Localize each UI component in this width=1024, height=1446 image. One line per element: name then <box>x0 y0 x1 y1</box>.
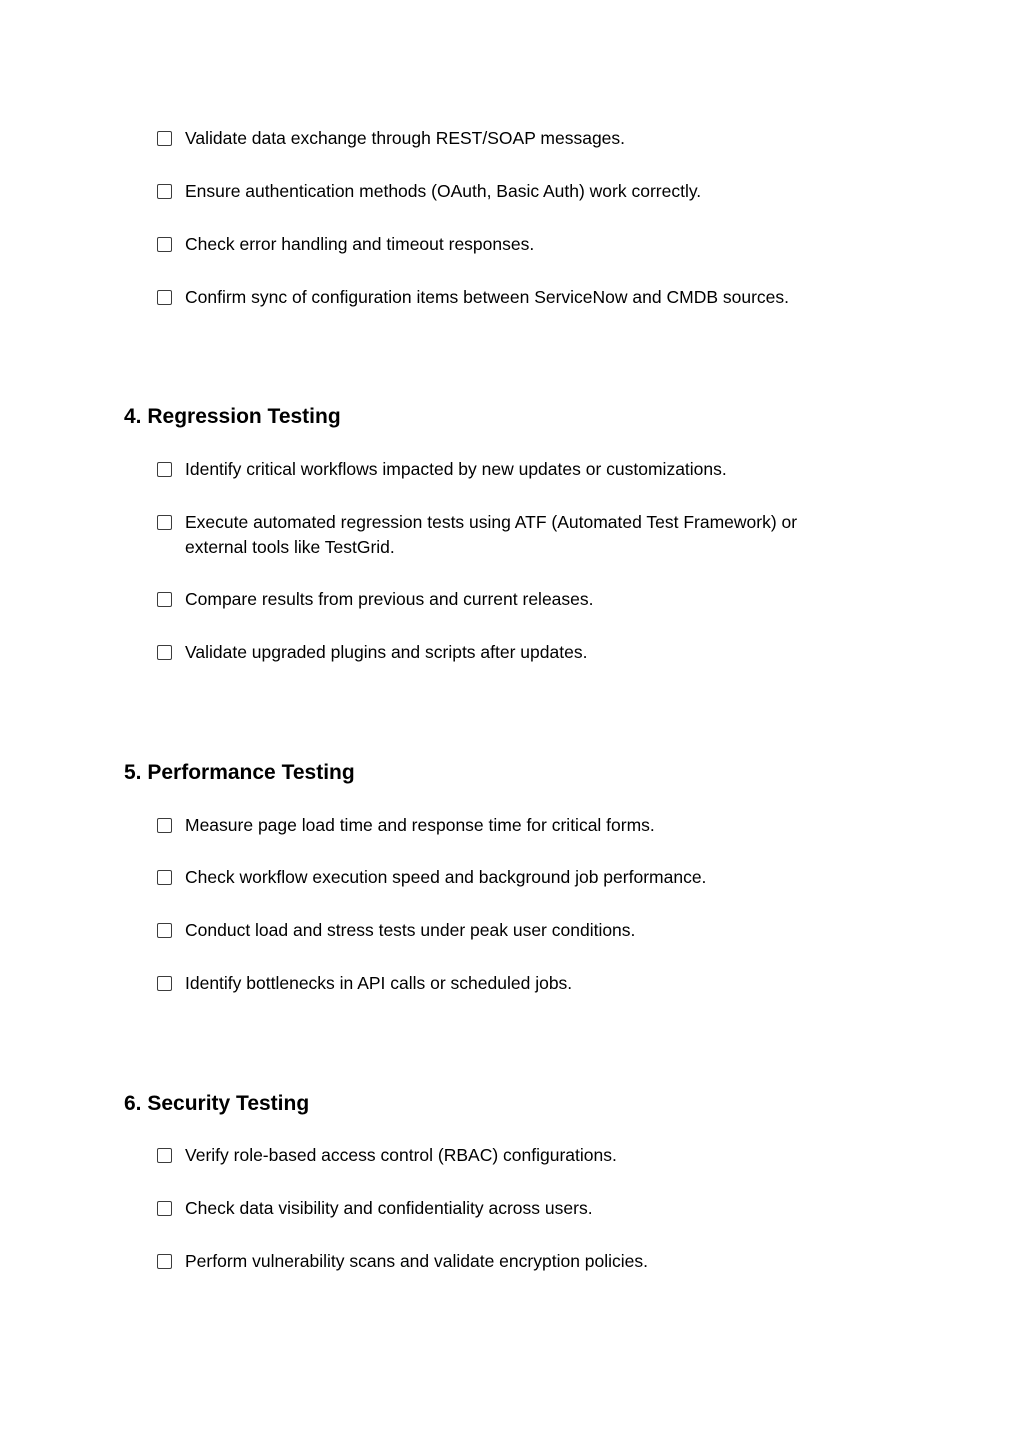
checkbox[interactable] <box>157 237 172 252</box>
checklist-item <box>157 235 857 257</box>
checklist-item <box>157 921 857 943</box>
checklist-item <box>157 1199 857 1221</box>
checkbox[interactable] <box>157 462 172 477</box>
checklist-item-text: Ensure authentication methods (OAuth, Basic Auth) work correctly. <box>185 181 702 201</box>
checklist-item <box>157 182 857 204</box>
checklist-item-text: Validate upgraded plugins and scripts after updates. <box>185 642 588 662</box>
section-heading: 4. Regression Testing <box>124 405 341 428</box>
checklist-item <box>157 590 857 612</box>
checkbox[interactable] <box>157 290 172 305</box>
checklist-item-text: Compare results from previous and current releases. <box>185 589 594 609</box>
checklist-item <box>157 816 857 838</box>
checkbox[interactable] <box>157 131 172 146</box>
checklist-item <box>157 974 857 996</box>
checklist-item-text: Perform vulnerability scans and validate encryption policies. <box>185 1251 649 1271</box>
checklist-item-text: Verify role-based access control (RBAC) configurations. <box>185 1145 617 1165</box>
checklist-item-text: Check error handling and timeout responses. <box>185 234 535 254</box>
checklist-item-text: Confirm sync of configuration items between ServiceNow and CMDB sources. <box>185 287 789 307</box>
checklist-item <box>157 1146 857 1168</box>
checkbox[interactable] <box>157 1148 172 1163</box>
checklist-item-text: Check workflow execution speed and background job performance. <box>185 867 707 887</box>
checklist-item-text: Measure page load time and response time for critical forms. <box>185 815 655 835</box>
checklist-item <box>157 288 857 310</box>
checkbox[interactable] <box>157 592 172 607</box>
checkbox[interactable] <box>157 923 172 938</box>
checklist-item-text: Execute automated regression tests using ATF (Automated Test Framework) or external tools like TestGrid. <box>185 512 798 557</box>
checklist-item <box>157 129 857 151</box>
section-heading: 6. Security Testing <box>124 1092 310 1115</box>
section-heading: 5. Performance Testing <box>124 761 355 784</box>
checklist-item-text: Conduct load and stress tests under peak user conditions. <box>185 920 636 940</box>
checklist-item-text: Identify bottlenecks in API calls or scheduled jobs. <box>185 973 573 993</box>
checkbox[interactable] <box>157 1254 172 1269</box>
checkbox[interactable] <box>157 1201 172 1216</box>
checklist-item-text: Validate data exchange through REST/SOAP messages. <box>185 128 626 148</box>
checkbox[interactable] <box>157 515 172 530</box>
checkbox[interactable] <box>157 184 172 199</box>
checklist-item-text: Identify critical workflows impacted by new updates or customizations. <box>185 459 727 479</box>
checklist-item <box>157 643 857 665</box>
checklist-item <box>157 1252 857 1274</box>
checklist-item <box>157 513 857 560</box>
checklist-item <box>157 868 857 890</box>
checkbox[interactable] <box>157 818 172 833</box>
checkbox[interactable] <box>157 645 172 660</box>
checklist-item <box>157 460 857 482</box>
checkbox[interactable] <box>157 870 172 885</box>
checklist-item-text: Check data visibility and confidentiality across users. <box>185 1198 593 1218</box>
checkbox[interactable] <box>157 976 172 991</box>
